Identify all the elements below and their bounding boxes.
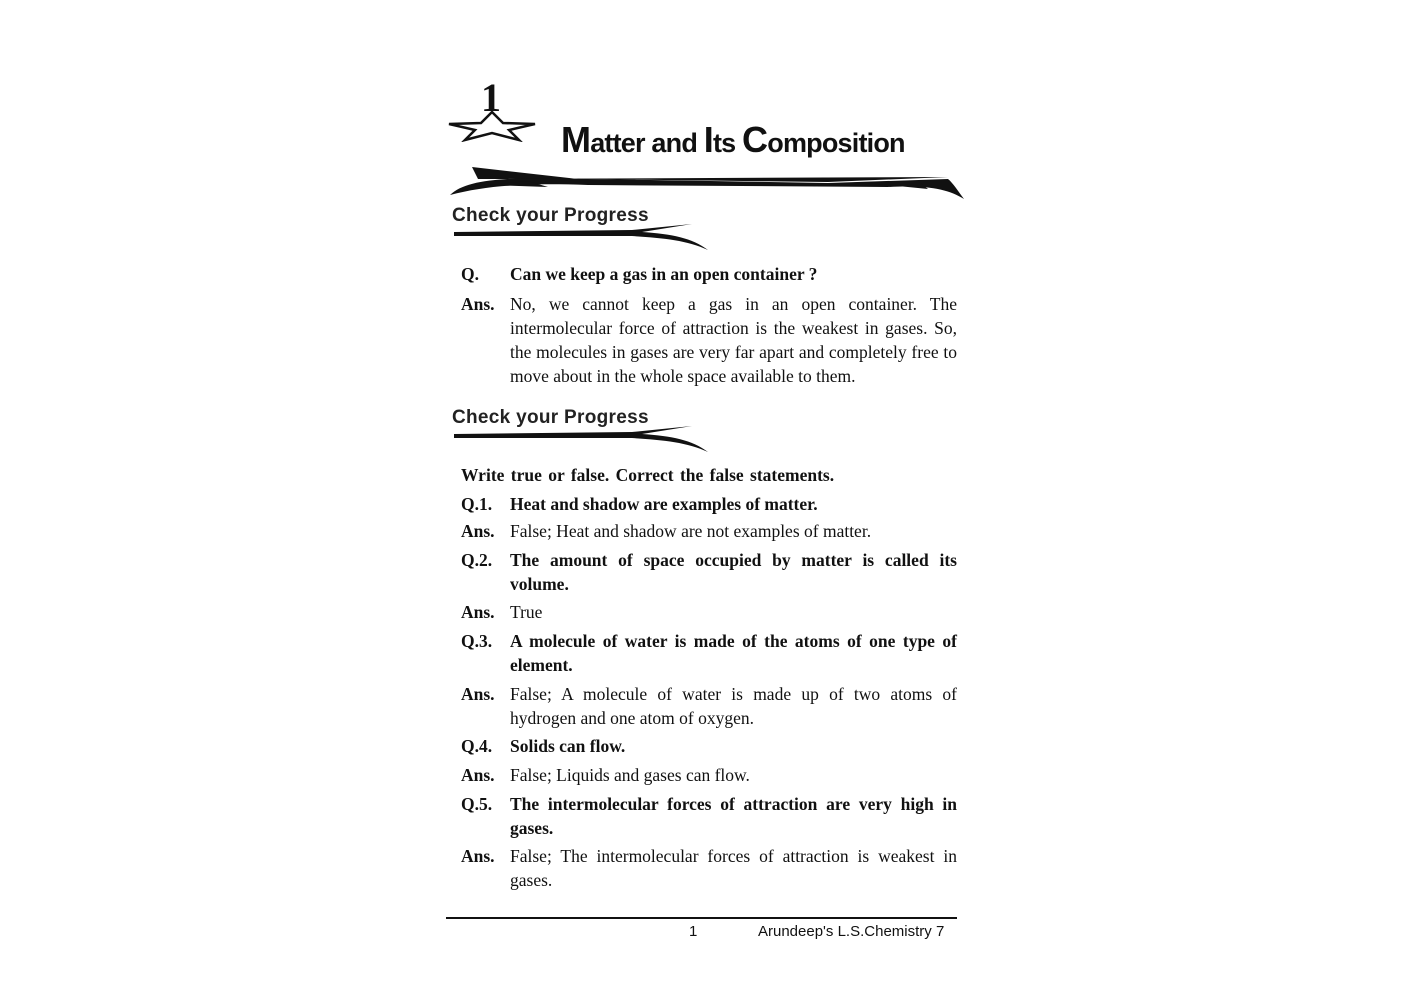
title-swash-divider: [448, 165, 966, 201]
question: Q. Can we keep a gas in an open container ?: [461, 264, 818, 284]
question: Q.5. The intermolecular forces of attraction are very high in gases.: [461, 794, 957, 838]
footer-rule: [446, 917, 957, 919]
section-heading: Check your Progress: [452, 205, 649, 226]
answer: Ans. False; The intermolecular forces of attraction is weakest in gases.: [461, 846, 957, 890]
question: Q.3. A molecule of water is made of the atoms of one type of element.: [461, 631, 957, 675]
book-title: Arundeep's L.S.Chemistry 7: [758, 923, 945, 940]
heading-swash: [452, 224, 710, 252]
chapter-title: Matter and Its Composition: [561, 119, 905, 160]
answer: Ans. No, we cannot keep a gas in an open container. The intermolecular force of attraction is the weakest in gases. So, the molecules in gases are very far apart and completely free to move about in the whole space available to them.: [461, 294, 957, 386]
section-heading: Check your Progress: [452, 407, 649, 428]
answer: Ans. False; Liquids and gases can flow.: [461, 765, 750, 785]
answer: Ans. True: [461, 602, 543, 622]
chapter-number: 1: [481, 75, 501, 120]
question: Q.1. Heat and shadow are examples of matter.: [461, 494, 818, 514]
answer: Ans. False; Heat and shadow are not examples of matter.: [461, 521, 872, 541]
page-number: 1: [689, 923, 698, 940]
heading-swash: [452, 426, 710, 454]
question: Q.2. The amount of space occupied by matter is called its volume.: [461, 550, 957, 594]
question: Q.4. Solids can flow.: [461, 736, 626, 756]
instruction: Write true or false. Correct the false statements.: [461, 465, 835, 485]
star-icon: [447, 110, 537, 142]
answer: Ans. False; A molecule of water is made up of two atoms of hydrogen and one atom of oxygen.: [461, 684, 957, 728]
